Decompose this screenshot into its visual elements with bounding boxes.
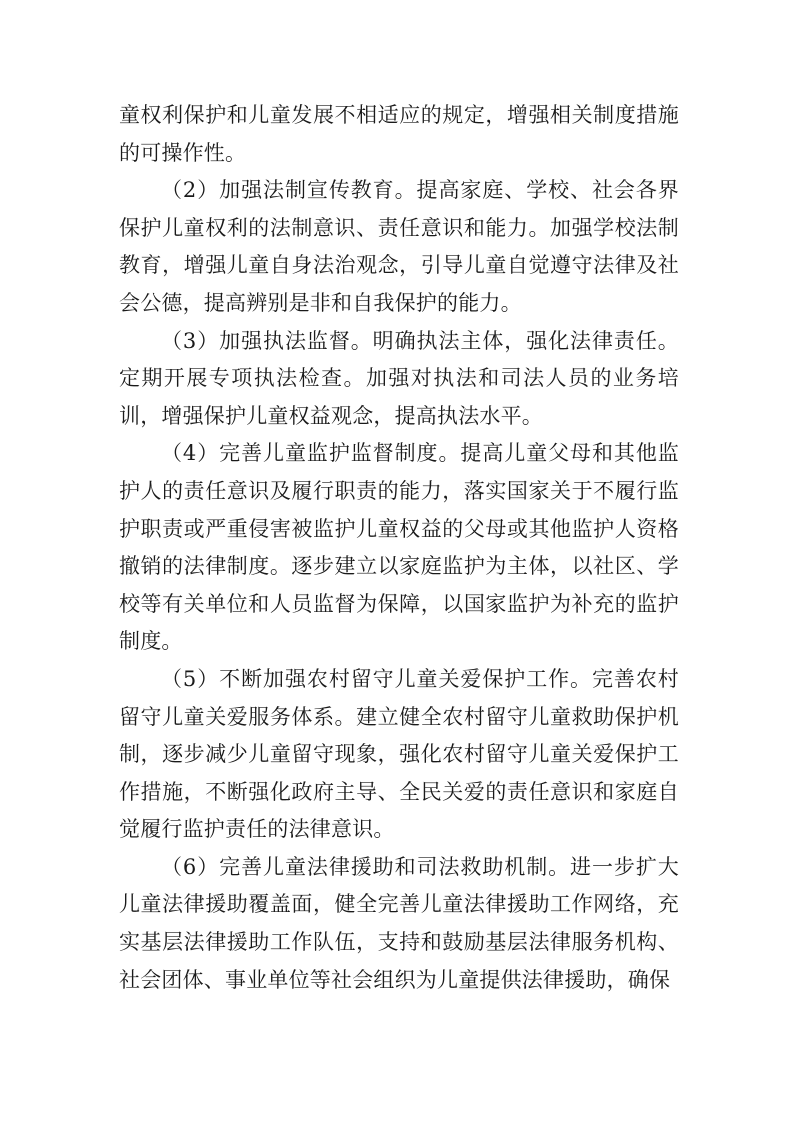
body-text bbox=[119, 97, 679, 999]
paragraph-item-5: （5）不断加强农村留守儿童关爱保护工作。完善农村留守儿童关爱服务体系。建立健全农村留守儿童救助保护机制，逐步减少儿童留守现象，强化农村留守儿童关爱保护工作措施，不断强化政府主导、全民关爱的责任意识和家庭自觉履行监护责任的法律意识。 bbox=[119, 666, 679, 842]
paragraph-item-6: （6）完善儿童法律援助和司法救助机制。进一步扩大儿童法律援助覆盖面，健全完善儿童法律援助工作网络，充实基层法律援助工作队伍，支持和鼓励基层法律服务机构、社会团体、事业单位等社会组织为儿童提供法律援助，确保 bbox=[119, 854, 679, 992]
paragraph-item-4: （4）完善儿童监护监督制度。提高儿童父母和其他监护人的责任意识及履行职责的能力，落实国家关于不履行监护职责或严重侵害被监护儿童权益的父母或其他监护人资格撤销的法律制度。逐步建立以家庭监护为主体，以社区、学校等有关单位和人员监督为保障，以国家监护为补充的监护制度。 bbox=[119, 441, 679, 654]
paragraph-item-3: （3）加强执法监督。明确执法主体，强化法律责任。定期开展专项执法检查。加强对执法和司法人员的业务培训，增强保护儿童权益观念，提高执法水平。 bbox=[119, 328, 679, 428]
paragraph-continuation: 童权利保护和儿童发展不相适应的规定，增强相关制度措施的可操作性。 bbox=[119, 103, 679, 165]
paragraph-item-2: （2）加强法制宣传教育。提高家庭、学校、社会各界保护儿童权利的法制意识、责任意识和能力。加强学校法制教育，增强儿童自身法治观念，引导儿童自觉遵守法律及社会公德，提高辨别是非和自我保护的能力。 bbox=[119, 178, 679, 315]
